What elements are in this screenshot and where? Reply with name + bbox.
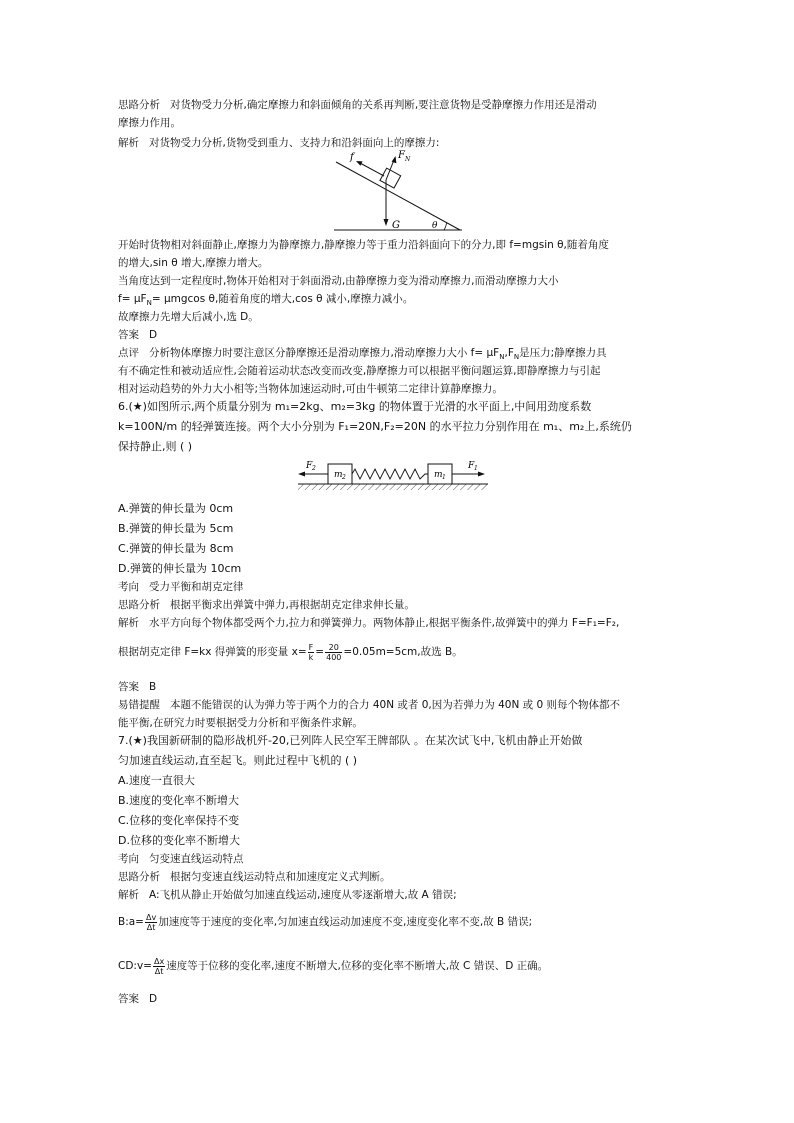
error-tip-line: 易错提醒 本题不能错误的认为弹力等于两个力的合力 40N 或者 0,因为若弹力为 40N 或 0 则每个物体都不 [118,699,620,711]
answer-line [118,328,157,342]
svg-text:1: 1 [474,465,478,472]
mass-m1-label: m [434,470,443,480]
comment-line: 点评 分析物体摩擦力时要注意区分静摩擦还是滑动摩擦力,滑动摩擦力大小 $f= \mu F_N,F_N$是压力;静摩擦力具 [118,347,607,362]
option-d: D.位移的变化率不断增大 [118,834,240,847]
fraction-dv-dt: $\frac{\Delta v}{\Delta t}$ [145,912,157,932]
hooke-law-line: 根据胡克定律 F=kx 得弹簧的形变量 x= $\frac{F}{k}$ = $\frac{20}{400}$ =0.05m=5cm,故选 B。 [118,642,463,662]
error-tip-line-2: 能平衡,在研究力时要根据受力分析和平衡条件求解。 [118,717,363,729]
option-a: A.弹簧的伸长量为 0cm [118,502,234,515]
question-7-stem-1: 7.(★)我国新研制的隐形战机歼-20,已列阵人民空军王牌部队 。在某次试飞中,飞机由静止开始做 [118,734,583,747]
solution-text: 对货物受力分析,货物受到重力、支持力和沿斜面向上的摩擦力: [149,137,440,149]
solution-line: 解析 水平方向每个物体都受两个力,拉力和弹簧弹力。两物体静止,根据平衡条件,故弹簧中的弹力 F=F₁=F₂, [118,617,620,629]
answer-line [118,992,157,1006]
svg-text:1: 1 [442,474,446,481]
answer-label: 答案 [118,681,139,693]
force-f2-label: F [306,461,313,471]
comment-label: 点评 [118,347,139,359]
gravity-label: G [392,220,400,231]
question-6-stem-1: 6.(★)如图所示,两个质量分别为 m₁=2kg、m₂=3kg 的物体置于光滑的水平面上,中间用劲度系数 [118,400,592,413]
answer-value: D [149,329,158,341]
section-label: 解析 [118,137,139,149]
analysis-line-2: 摩擦力作用。 [118,117,181,129]
option-c: C.位移的变化率保持不变 [118,814,240,827]
comment-line-2: 有不确定性和被动适应性,会随着运动状态改变而改变,静摩擦力可以根据平衡问题运算,即静摩擦力与引起 [118,365,601,377]
text-line: $f= \mu F_N= \mu mgcos$ θ,随着角度的增大,cos θ 减小,摩擦力减小。 [118,293,414,308]
fraction-dx-dt: $\frac{\Delta x}{\Delta t}$ [153,956,165,976]
force-f1-label: F [468,461,475,471]
option-c: C.弹簧的伸长量为 8cm [118,542,234,555]
text-line: 的增大,sin θ 增大,摩擦力增大。 [118,257,269,269]
analysis-line: 思路分析 根据平衡求出弹簧中弹力,再根据胡克定律求伸长量。 [118,599,415,611]
text-line: 开始时货物相对斜面静止,摩擦力为静摩擦力,静摩擦力等于重力沿斜面向下的分力,即 f=mgsin θ,随着角度 [118,239,609,251]
topic-line: 考向 受力平衡和胡克定律 [118,581,244,593]
analysis-line: 思路分析 根据匀变速直线运动特点和加速度定义式判断。 [118,871,391,883]
normal-force-label: F [398,150,405,161]
question-6-stem-2: k=100N/m 的轻弹簧连接。两个大小分别为 F₁=20N,F₂=20N 的水平拉力分别作用在 m₁、m₂上,系统仍 [118,420,632,433]
solution-cd-line: CD:v= $\frac{\Delta x}{\Delta t}$ 速度等于位移的变化率,速度不断增大,位移的变化率不断增大,故 C 错误、D 正确。 [118,956,549,976]
error-tip-label: 易错提醒 [118,699,160,711]
incline-force-diagram [334,148,464,238]
section-label: 解析 [118,889,139,901]
answer-label: 答案 [118,329,139,341]
topic-label: 考向 [118,853,139,865]
angle-label: θ [432,221,438,231]
option-b: B.速度的变化率不断增大 [118,794,240,807]
comment-line-3: 相对运动趋势的外力大小相等;当物体加速运动时,可由牛顿第二定律计算静摩擦力。 [118,383,503,395]
solution-b-line: B:a= $\frac{\Delta v}{\Delta t}$ 加速度等于速度的变化率,匀加速直线运动加速度不变,速度变化率不变,故 B 错误; [118,912,533,932]
fraction-f-over-k: $\frac{F}{k}$ [308,642,314,662]
normal-force-subscript: N [405,156,411,163]
option-a: A.速度一直很大 [118,774,195,787]
question-7-stem-2: 匀加速直线运动,直至起飞。则此过程中飞机的 ( ) [118,754,358,767]
answer-line [118,680,156,694]
section-label: 思路分析 [118,871,160,883]
section-label: 思路分析 [118,599,160,611]
svg-text:2: 2 [312,465,316,472]
section-label: 解析 [118,617,139,629]
answer-label: 答案 [118,993,139,1005]
friction-label: f [350,152,354,163]
svg-text:2: 2 [342,474,346,481]
answer-value: B [149,681,157,693]
option-b: B.弹簧的伸长量为 5cm [118,522,234,535]
text-line: 当角度达到一定程度时,物体开始相对于斜面滑动,由静摩擦力变为滑动摩擦力,而滑动摩擦力大小 [118,275,559,287]
mass-m2-label: m [334,470,343,480]
section-label: 思路分析 [118,99,160,111]
question-6-stem-3: 保持静止,则 ( ) [118,440,193,453]
fraction-20-over-400: $\frac{20}{400}$ [326,642,342,662]
analysis-line [118,98,597,112]
solution-line: 解析 A:飞机从静止开始做匀加速直线运动,速度从零逐渐增大,故 A 错误; [118,889,457,901]
answer-value: D [149,993,158,1005]
text-line: 故摩擦力先增大后减小,选 D。 [118,311,259,323]
option-d: D.弹簧的伸长量为 10cm [118,562,242,575]
spring-system-diagram [296,456,490,494]
topic-label: 考向 [118,581,139,593]
analysis-text: 对货物受力分析,确定摩擦力和斜面倾角的关系再判断,要注意货物是受静摩擦力作用还是滑动 [170,99,597,111]
topic-line: 考向 匀变速直线运动特点 [118,853,244,865]
